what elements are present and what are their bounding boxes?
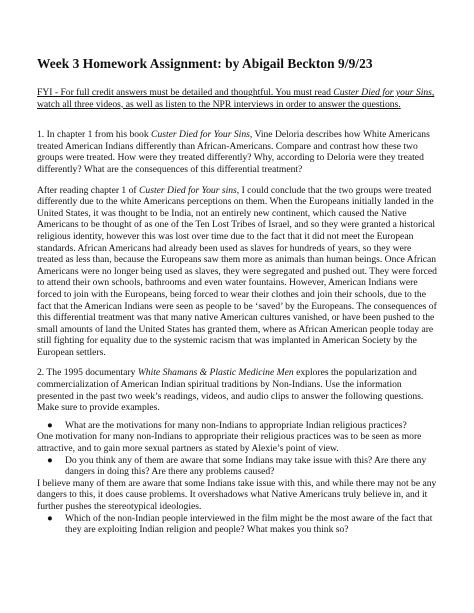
question-2-text-before: 2. The 1995 documentary	[37, 367, 138, 379]
question-1-book-title: Custer Died for Your Sins	[151, 129, 250, 141]
fyi-note	[37, 87, 438, 110]
fyi-text-before: FYI - For full credit answers must be detailed and thoughtful. You must read	[37, 87, 334, 98]
page-title: Week 3 Homework Assignment: by Abigail Beckton 9/9/23	[37, 56, 373, 71]
fyi-book-title: Custer Died for your Sins	[333, 87, 432, 98]
bullet-icon: ●	[47, 512, 53, 524]
question-1	[37, 129, 438, 175]
question-2-text-after: explores the popularization and commercialization of American Indian spiritual traditions by Non-Indians. Use the information presented in the past two week’s readings, videos, and audio clips to answer the following questions. Make sure to provide examples.	[37, 367, 424, 414]
list-item	[47, 455, 438, 478]
bullet-question: What are the motivations for many non-Indians to appropriate Indian religious practices?	[65, 419, 407, 431]
question-2-list	[37, 420, 438, 432]
question-1-text-after: , Vine Deloria describes how White Americans treated American Indians differently than African-Americans. Compare and contrast how these two groups were treated. How were they treated differently? Why, according to Deloria were they treated differently? What are the consequences of this differential treatment?	[37, 129, 430, 175]
answer-1	[37, 185, 438, 359]
bullet-answer: I believe many of them are aware that some Indians take issue with this, and while there may not be any dangers to this, it does cause problems. It overshadows what Native Americans truly believe in, and it further pushes the stereotypical ideologies.	[37, 477, 437, 512]
question-2-list-2	[37, 455, 438, 478]
question-1-text-before: 1. In chapter 1 from his book	[37, 129, 152, 141]
bullet-icon: ●	[47, 454, 53, 466]
answer-1-text-before: After reading chapter 1 of	[37, 184, 140, 196]
bullet-icon: ●	[47, 419, 53, 431]
bullet-answer: One motivation for many non-Indians to appropriate their religious practices was to be seen as more attractive, and to gain more sexual partners as stated by Alexie’s point of view.	[37, 431, 422, 455]
question-2	[37, 367, 438, 413]
bullet-question: Which of the non-Indian people interviewed in the film might be the most aware of the fact that they are exploiting Indian religion and people? What makes you think so?	[65, 512, 433, 536]
bullet-question: Do you think any of them are aware that some Indians may take issue with this? Are there any dangers in doing this? Are there any problems caused?	[65, 454, 427, 478]
list-item	[47, 420, 438, 432]
fyi-text-after: , watch all three videos, as well as listen to the NPR interviews in order to answer the questions.	[37, 87, 435, 110]
answer-1-text-after: , I could conclude that the two groups were treated differently due to the white Americans perceptions on them. When the Europeans initially landed in the United States, it was thought to be India, not an entirely new continent, which caused the Native Americans to be thought of as one of the Ten Lost Tribes of Israel, and so they were granted a historical religious identity, however this was lost over time due to the fact that it did not meet the European standards. African Americans had already been used as slaves for hundreds of years, so they were treated as less than, because the Europeans saw them more as animals than human beings. Once African Americans were no longer being used as slaves, they were segregated and pushed out. They were forced to attend their own schools, bathrooms and even water fountains. However, American Indians were forced to join with the Europeans, being forced to wear their clothes and join their schools, due to the fact that the American Indians were seen as people to be ‘saved’ by the Europeans. The consequences of this differential treatment was that many native American cultures vanished, or have been pushed to the small amounts of land the United States has granted them, where as African American people today are still fighting for equality due to the systemic racism that was implanted in American Society by the European settlers.	[37, 184, 437, 358]
question-2-film-title: White Shamans & Plastic Medicine Men	[137, 367, 294, 379]
question-2-list-3	[37, 513, 438, 536]
list-item	[47, 513, 438, 536]
answer-1-book-title: Custer Died for Your sins	[139, 184, 237, 196]
